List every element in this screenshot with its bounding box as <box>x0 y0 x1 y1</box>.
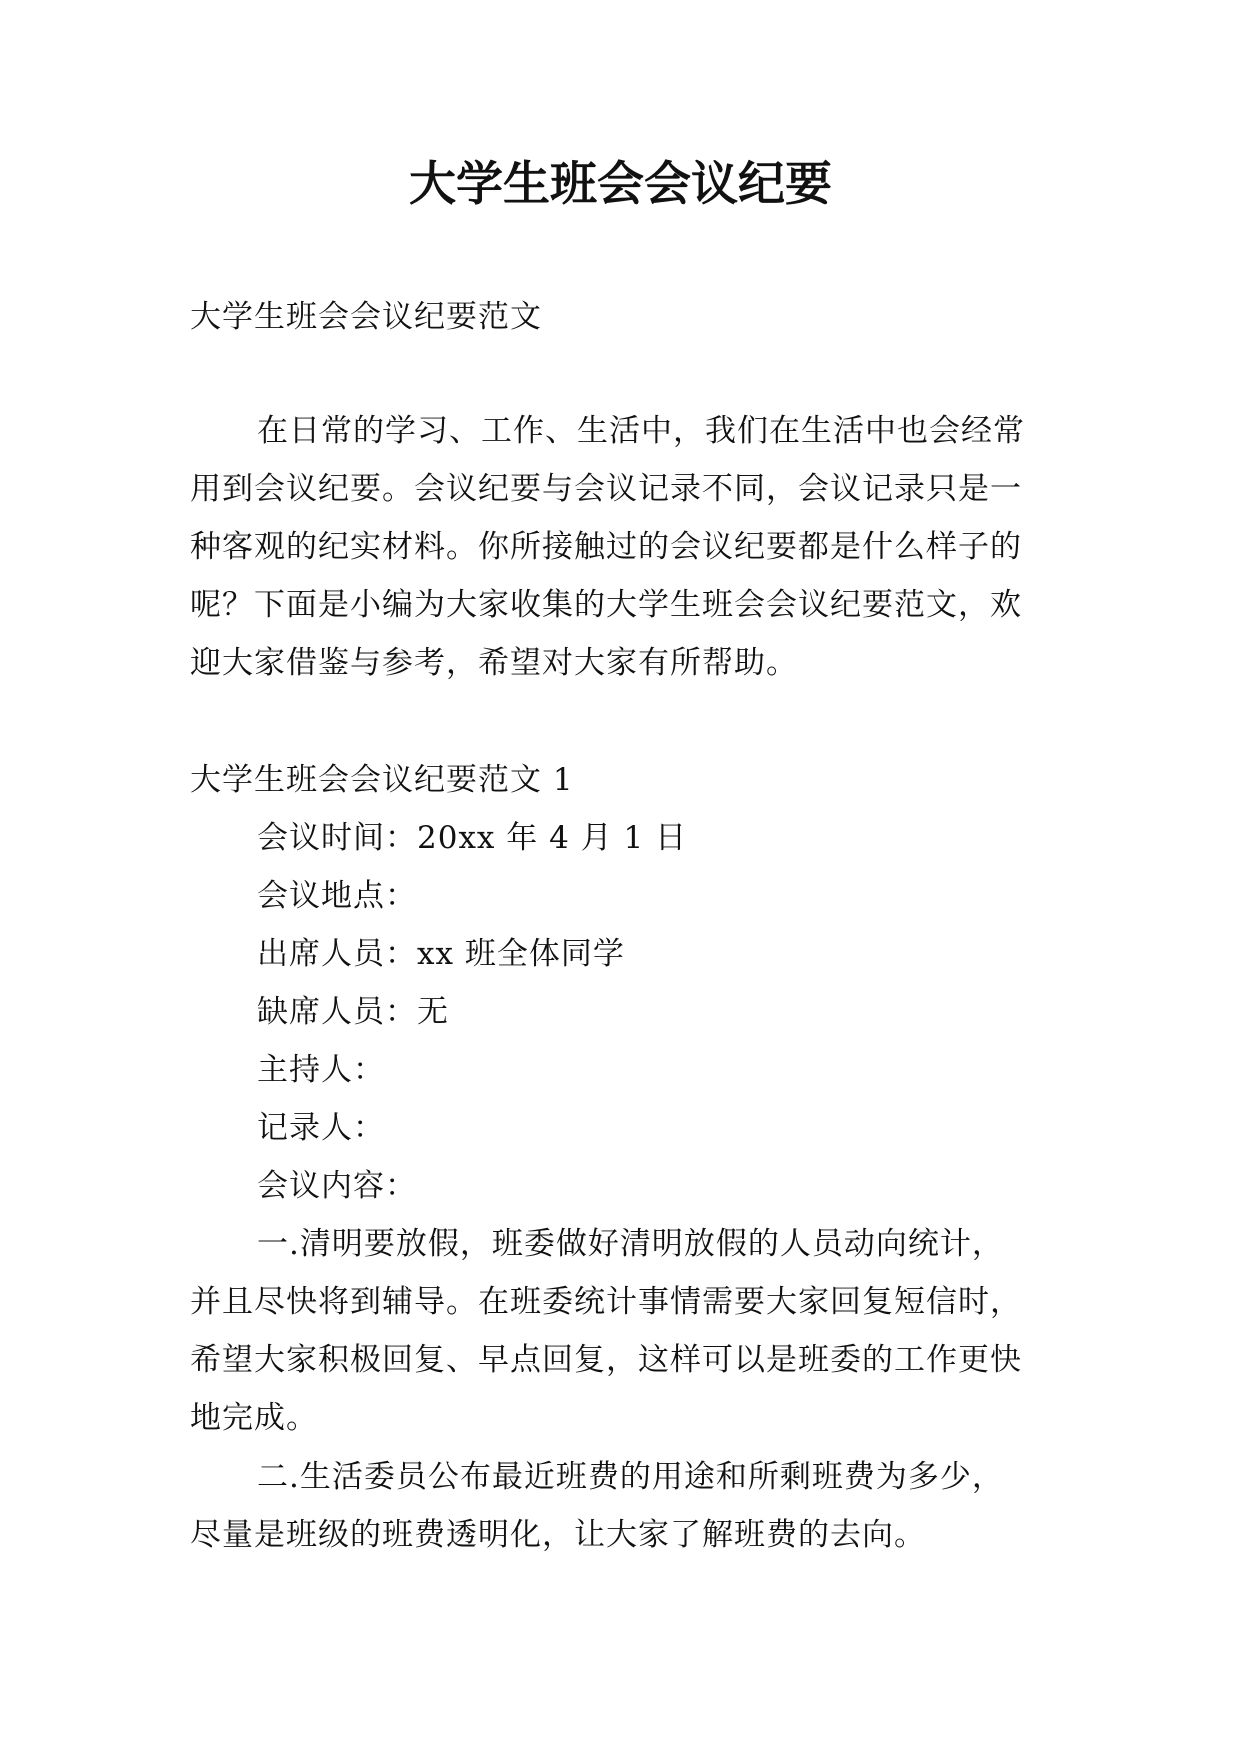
meeting-location: 会议地点： <box>257 878 417 914</box>
content-item-one-line: 地完成。 <box>190 1400 318 1436</box>
content-item-one-line: 一.清明要放假，班委做好清明放假的人员动向统计， <box>257 1226 1004 1262</box>
intro-paragraph-line: 在日常的学习、工作、生活中，我们在生活中也会经常 <box>257 413 1025 449</box>
intro-paragraph-line: 呢？下面是小编为大家收集的大学生班会会议纪要范文，欢 <box>190 587 1022 623</box>
intro-paragraph-line: 种客观的纪实材料。你所接触过的会议纪要都是什么样子的 <box>190 529 1022 565</box>
content-item-one-line: 希望大家积极回复、早点回复，这样可以是班委的工作更快 <box>190 1342 1022 1378</box>
content-item-one-line: 并且尽快将到辅导。在班委统计事情需要大家回复短信时， <box>190 1284 1022 1320</box>
recorder: 记录人： <box>257 1110 385 1146</box>
content-item-two-line: 尽量是班级的班费透明化，让大家了解班费的去向。 <box>190 1517 926 1553</box>
host: 主持人： <box>257 1052 385 1088</box>
meeting-content-label: 会议内容： <box>257 1168 417 1204</box>
section-title: 大学生班会会议纪要范文 1 <box>190 762 574 798</box>
content-item-two-line: 二.生活委员公布最近班费的用途和所剩班费为多少， <box>257 1459 1004 1495</box>
document-title: 大学生班会会议纪要 <box>409 157 832 212</box>
absentees: 缺席人员：无 <box>257 994 449 1030</box>
attendees: 出席人员：xx 班全体同学 <box>257 936 625 972</box>
meeting-time: 会议时间：20xx 年 4 月 1 日 <box>257 820 688 856</box>
intro-paragraph-line: 迎大家借鉴与参考，希望对大家有所帮助。 <box>190 645 798 681</box>
document-subtitle: 大学生班会会议纪要范文 <box>190 299 542 335</box>
intro-paragraph-line: 用到会议纪要。会议纪要与会议记录不同，会议记录只是一 <box>190 471 1022 507</box>
